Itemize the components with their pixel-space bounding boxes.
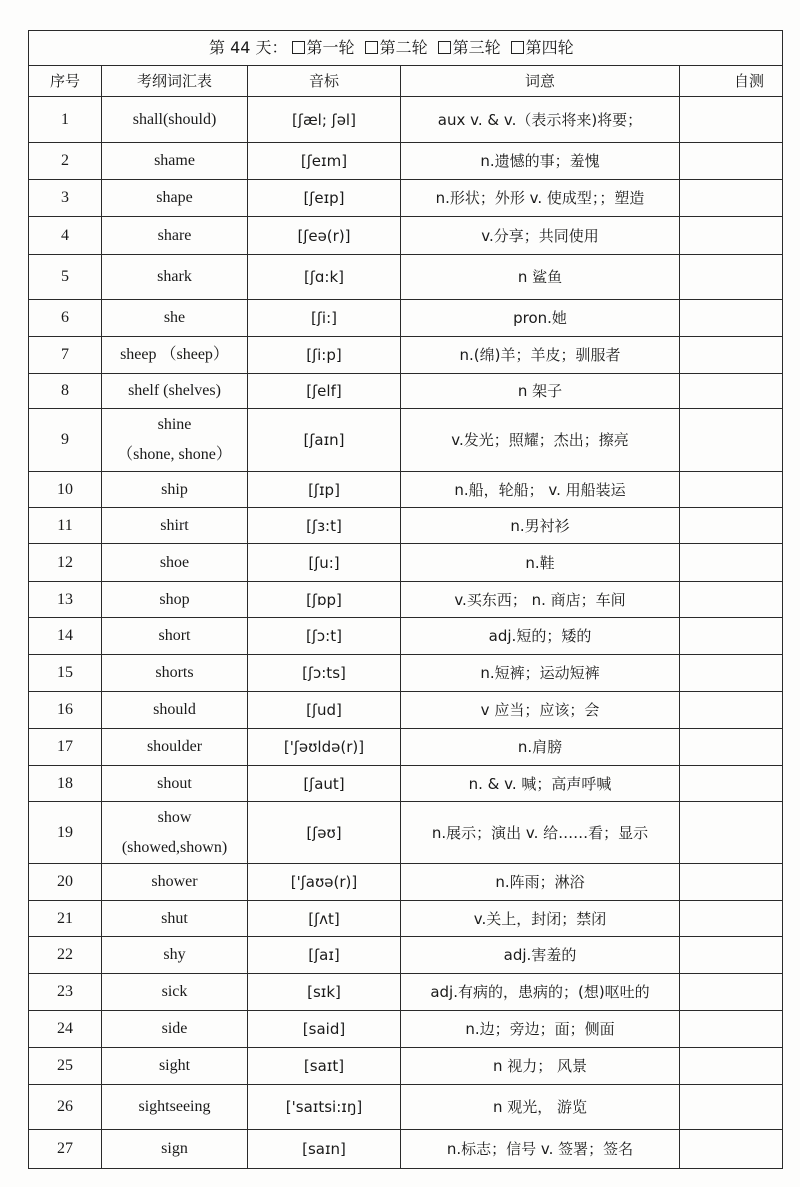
row-self-test-cell[interactable]: [680, 409, 783, 472]
row-index: 7: [29, 337, 102, 374]
row-phonetic: ['ʃəʊldə(r)]: [248, 729, 401, 766]
row-index: 6: [29, 300, 102, 337]
row-index: 16: [29, 692, 102, 729]
row-meaning: n.(绵)羊；羊皮；驯服者: [401, 337, 680, 374]
table-row: [29, 937, 783, 974]
row-word: short: [102, 618, 248, 655]
column-header-self-test: 自测: [680, 66, 783, 97]
row-meaning: n.边；旁边；面；侧面: [401, 1011, 680, 1048]
row-word: shorts: [102, 655, 248, 692]
row-self-test-cell[interactable]: [680, 1048, 783, 1085]
round-3-label: 第三轮: [452, 38, 501, 57]
row-index: 25: [29, 1048, 102, 1085]
row-word: shape: [102, 180, 248, 217]
table-row: [29, 1130, 783, 1169]
table-row: [29, 618, 783, 655]
day-title: [29, 31, 783, 66]
row-phonetic: [ʃi:]: [248, 300, 401, 337]
row-meaning: n.标志；信号 v. 签署；签名: [401, 1130, 680, 1169]
row-phonetic: [ʃeɪm]: [248, 143, 401, 180]
row-self-test-cell[interactable]: [680, 508, 783, 544]
row-index: 15: [29, 655, 102, 692]
column-header-meaning: 词意: [401, 66, 680, 97]
row-index: 27: [29, 1130, 102, 1169]
row-word: shall(should): [102, 97, 248, 143]
row-index: 26: [29, 1085, 102, 1130]
row-phonetic: [ʃi:p]: [248, 337, 401, 374]
day-label: 第 44 天：: [209, 38, 288, 57]
table-row: [29, 1048, 783, 1085]
row-meaning: v.分享；共同使用: [401, 217, 680, 255]
row-phonetic: [ʃɔ:t]: [248, 618, 401, 655]
row-word: sightseeing: [102, 1085, 248, 1130]
row-word: should: [102, 692, 248, 729]
row-meaning: n.船，轮船； v. 用船装运: [401, 472, 680, 508]
row-meaning: n.阵雨；淋浴: [401, 864, 680, 901]
row-word: ship: [102, 472, 248, 508]
row-self-test-cell[interactable]: [680, 1130, 783, 1169]
row-phonetic: [ʃɪp]: [248, 472, 401, 508]
table-row: [29, 655, 783, 692]
table-row: [29, 300, 783, 337]
row-meaning: n. & v. 喊；高声呼喊: [401, 766, 680, 802]
row-phonetic: [saɪn]: [248, 1130, 401, 1169]
row-phonetic: [saɪt]: [248, 1048, 401, 1085]
round-2-checkbox[interactable]: [365, 41, 378, 54]
row-self-test-cell[interactable]: [680, 692, 783, 729]
row-phonetic: [ʃelf]: [248, 374, 401, 409]
round-2-label: 第二轮: [379, 38, 428, 57]
row-index: 19: [29, 802, 102, 864]
row-word: sick: [102, 974, 248, 1011]
table-row: [29, 255, 783, 300]
row-meaning: adj.害羞的: [401, 937, 680, 974]
row-meaning: v.买东西； n. 商店；车间: [401, 582, 680, 618]
row-word: shame: [102, 143, 248, 180]
row-self-test-cell[interactable]: [680, 864, 783, 901]
row-word: shy: [102, 937, 248, 974]
row-meaning: n.肩膀: [401, 729, 680, 766]
row-index: 22: [29, 937, 102, 974]
row-self-test-cell[interactable]: [680, 374, 783, 409]
row-self-test-cell[interactable]: [680, 1085, 783, 1130]
row-word: shine （shone, shone）: [102, 409, 248, 472]
row-self-test-cell[interactable]: [680, 901, 783, 937]
row-self-test-cell[interactable]: [680, 97, 783, 143]
row-phonetic: [said]: [248, 1011, 401, 1048]
row-meaning: adj.短的；矮的: [401, 618, 680, 655]
row-index: 5: [29, 255, 102, 300]
row-meaning: n.短裤；运动短裤: [401, 655, 680, 692]
row-index: 8: [29, 374, 102, 409]
table-row: [29, 508, 783, 544]
row-meaning: n 视力； 风景: [401, 1048, 680, 1085]
vocabulary-sheet: [28, 30, 782, 1169]
row-index: 11: [29, 508, 102, 544]
column-header-index: 序号: [29, 66, 102, 97]
row-meaning: v 应当；应该；会: [401, 692, 680, 729]
row-self-test-cell[interactable]: [680, 300, 783, 337]
row-word: shoe: [102, 544, 248, 582]
row-self-test-cell[interactable]: [680, 217, 783, 255]
row-index: 10: [29, 472, 102, 508]
row-index: 17: [29, 729, 102, 766]
table-row: [29, 409, 783, 472]
row-meaning: v.关上，封闭；禁闭: [401, 901, 680, 937]
row-phonetic: [ʃɒp]: [248, 582, 401, 618]
row-phonetic: [ʃud]: [248, 692, 401, 729]
row-phonetic: [ʃeɪp]: [248, 180, 401, 217]
row-self-test-cell[interactable]: [680, 729, 783, 766]
row-phonetic: [ʃɑ:k]: [248, 255, 401, 300]
table-row: [29, 729, 783, 766]
row-index: 9: [29, 409, 102, 472]
row-meaning: n 架子: [401, 374, 680, 409]
row-phonetic: [ʃæl; ʃəl]: [248, 97, 401, 143]
row-meaning: adj.有病的，患病的；(想)呕吐的: [401, 974, 680, 1011]
row-meaning: v.发光；照耀；杰出；擦亮: [401, 409, 680, 472]
round-4-label: 第四轮: [525, 38, 574, 57]
row-word: share: [102, 217, 248, 255]
row-meaning: n 鲨鱼: [401, 255, 680, 300]
table-row: [29, 544, 783, 582]
row-meaning: n.鞋: [401, 544, 680, 582]
table-row: [29, 766, 783, 802]
row-meaning: aux v. & v.（表示将来)将要；: [401, 97, 680, 143]
table-row: [29, 472, 783, 508]
row-word: shout: [102, 766, 248, 802]
row-meaning: n.展示；演出 v. 给……看；显示: [401, 802, 680, 864]
row-phonetic: [ʃaɪn]: [248, 409, 401, 472]
row-index: 13: [29, 582, 102, 618]
row-self-test-cell[interactable]: [680, 582, 783, 618]
row-word: shelf (shelves): [102, 374, 248, 409]
row-index: 24: [29, 1011, 102, 1048]
row-index: 18: [29, 766, 102, 802]
row-word: show (showed,shown): [102, 802, 248, 864]
table-row: [29, 1085, 783, 1130]
table-row: [29, 974, 783, 1011]
row-phonetic: [ʃɔ:ts]: [248, 655, 401, 692]
table-row: [29, 1011, 783, 1048]
row-index: 3: [29, 180, 102, 217]
row-word: she: [102, 300, 248, 337]
table-row: [29, 337, 783, 374]
row-index: 20: [29, 864, 102, 901]
table-row: [29, 901, 783, 937]
row-self-test-cell[interactable]: [680, 618, 783, 655]
table-row: [29, 217, 783, 255]
row-self-test-cell[interactable]: [680, 802, 783, 864]
row-phonetic: [ʃaɪ]: [248, 937, 401, 974]
row-index: 4: [29, 217, 102, 255]
row-word: shoulder: [102, 729, 248, 766]
row-word: side: [102, 1011, 248, 1048]
table-row: [29, 180, 783, 217]
row-self-test-cell[interactable]: [680, 655, 783, 692]
title-row: [29, 31, 783, 66]
round-3-checkbox[interactable]: [438, 41, 451, 54]
row-phonetic: [ʃəʊ]: [248, 802, 401, 864]
row-meaning: n.男衬衫: [401, 508, 680, 544]
row-phonetic: [ʃu:]: [248, 544, 401, 582]
row-index: 14: [29, 618, 102, 655]
column-header-word: 考纲词汇表: [102, 66, 248, 97]
row-phonetic: [ʃʌt]: [248, 901, 401, 937]
row-index: 12: [29, 544, 102, 582]
row-meaning: n 观光， 游览: [401, 1085, 680, 1130]
row-word: shop: [102, 582, 248, 618]
row-self-test-cell[interactable]: [680, 1011, 783, 1048]
row-word: shirt: [102, 508, 248, 544]
row-word: shut: [102, 901, 248, 937]
row-self-test-cell[interactable]: [680, 255, 783, 300]
row-index: 23: [29, 974, 102, 1011]
round-1-label: 第一轮: [306, 38, 355, 57]
row-self-test-cell[interactable]: [680, 337, 783, 374]
row-word: sign: [102, 1130, 248, 1169]
column-header-phonetic: 音标: [248, 66, 401, 97]
row-meaning: n.形状；外形 v. 使成型；；塑造: [401, 180, 680, 217]
row-phonetic: [ʃɜ:t]: [248, 508, 401, 544]
column-header-row: [29, 66, 783, 97]
row-phonetic: [ʃaut]: [248, 766, 401, 802]
vocabulary-rows: [29, 97, 783, 1169]
row-meaning: pron.她: [401, 300, 680, 337]
row-self-test-cell[interactable]: [680, 472, 783, 508]
row-phonetic: [ʃeə(r)]: [248, 217, 401, 255]
round-1-checkbox[interactable]: [292, 41, 305, 54]
table-row: [29, 374, 783, 409]
row-self-test-cell[interactable]: [680, 974, 783, 1011]
vocabulary-table: [28, 30, 783, 1169]
row-meaning: n.遗憾的事；羞愧: [401, 143, 680, 180]
table-row: [29, 97, 783, 143]
row-word: sight: [102, 1048, 248, 1085]
table-row: [29, 802, 783, 864]
row-index: 2: [29, 143, 102, 180]
row-phonetic: ['saɪtsi:ɪŋ]: [248, 1085, 401, 1130]
table-row: [29, 692, 783, 729]
row-word: shark: [102, 255, 248, 300]
round-4-checkbox[interactable]: [511, 41, 524, 54]
row-index: 21: [29, 901, 102, 937]
table-row: [29, 582, 783, 618]
row-phonetic: ['ʃaʊə(r)]: [248, 864, 401, 901]
row-self-test-cell[interactable]: [680, 544, 783, 582]
table-row: [29, 864, 783, 901]
row-index: 1: [29, 97, 102, 143]
row-word: sheep （sheep）: [102, 337, 248, 374]
table-row: [29, 143, 783, 180]
row-self-test-cell[interactable]: [680, 180, 783, 217]
row-word: shower: [102, 864, 248, 901]
row-self-test-cell[interactable]: [680, 937, 783, 974]
row-phonetic: [sɪk]: [248, 974, 401, 1011]
row-self-test-cell[interactable]: [680, 143, 783, 180]
row-self-test-cell[interactable]: [680, 766, 783, 802]
